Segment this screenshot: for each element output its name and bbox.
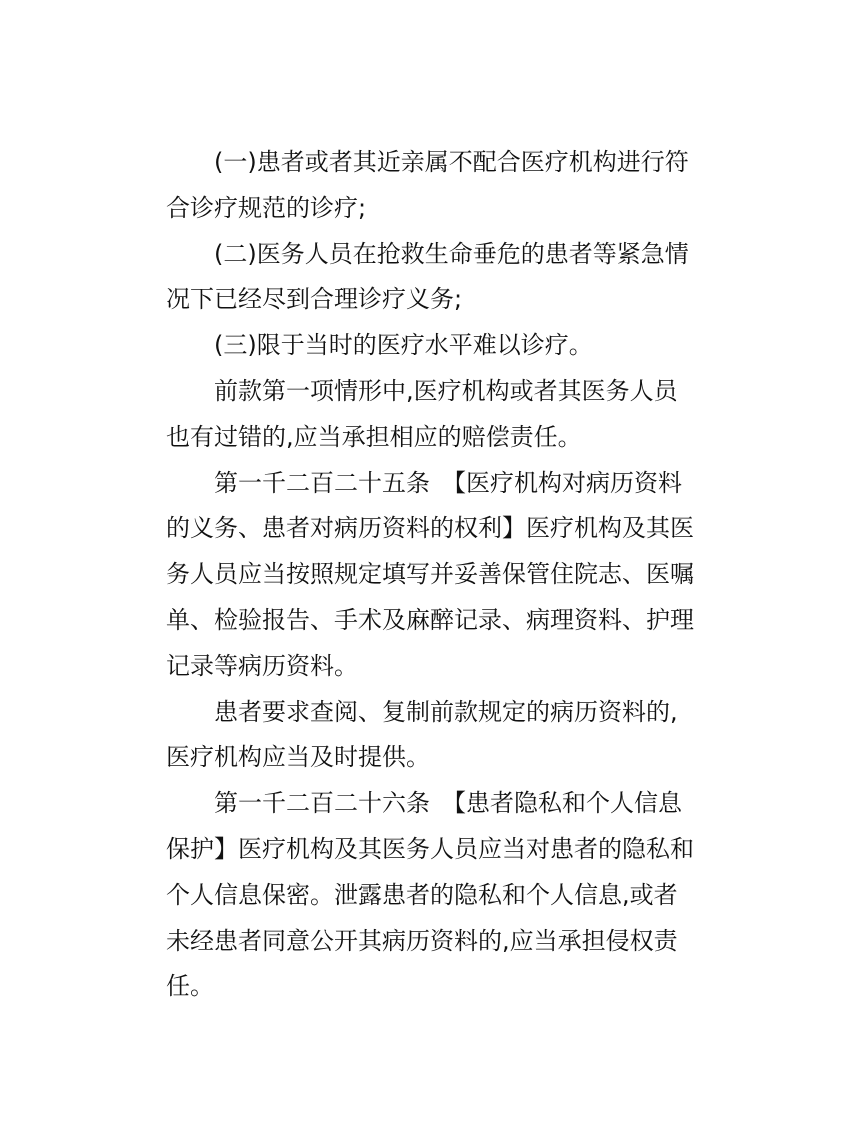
paragraph-item-1: (一)患者或者其近亲属不配合医疗机构进行符合诊疗规范的诊疗; <box>166 148 689 222</box>
article-1225: 第一千二百二十五条 【医疗机构对病历资料的义务、患者对病历资料的权利】医疗机构及其医务人员应当按照规定填写并妥善保管住院志、医嘱单、检验报告、手术及麻醉记录、病理资料、护理记录等病历资料。 <box>166 468 694 680</box>
paragraph-item-3: (三)限于当时的医疗水平难以诊疗。 <box>214 331 593 360</box>
paragraph-liability-note: 前款第一项情形中,医疗机构或者其医务人员也有过错的,应当承担相应的赔偿责任。 <box>166 376 678 451</box>
paragraph-item-2: (二)医务人员在抢救生命垂危的患者等紧急情况下已经尽到合理诊疗义务; <box>166 239 689 314</box>
article-1225-paragraph-2: 患者要求查阅、复制前款规定的病历资料的,医疗机构应当及时提供。 <box>166 697 678 772</box>
document-body <box>166 140 696 1010</box>
article-1226: 第一千二百二十六条 【患者隐私和个人信息保护】医疗机构及其医务人员应当对患者的隐私和个人信息保密。泄露患者的隐私和个人信息,或者未经患者同意公开其病历资料的,应当承担侵权责任。 <box>166 789 694 1001</box>
